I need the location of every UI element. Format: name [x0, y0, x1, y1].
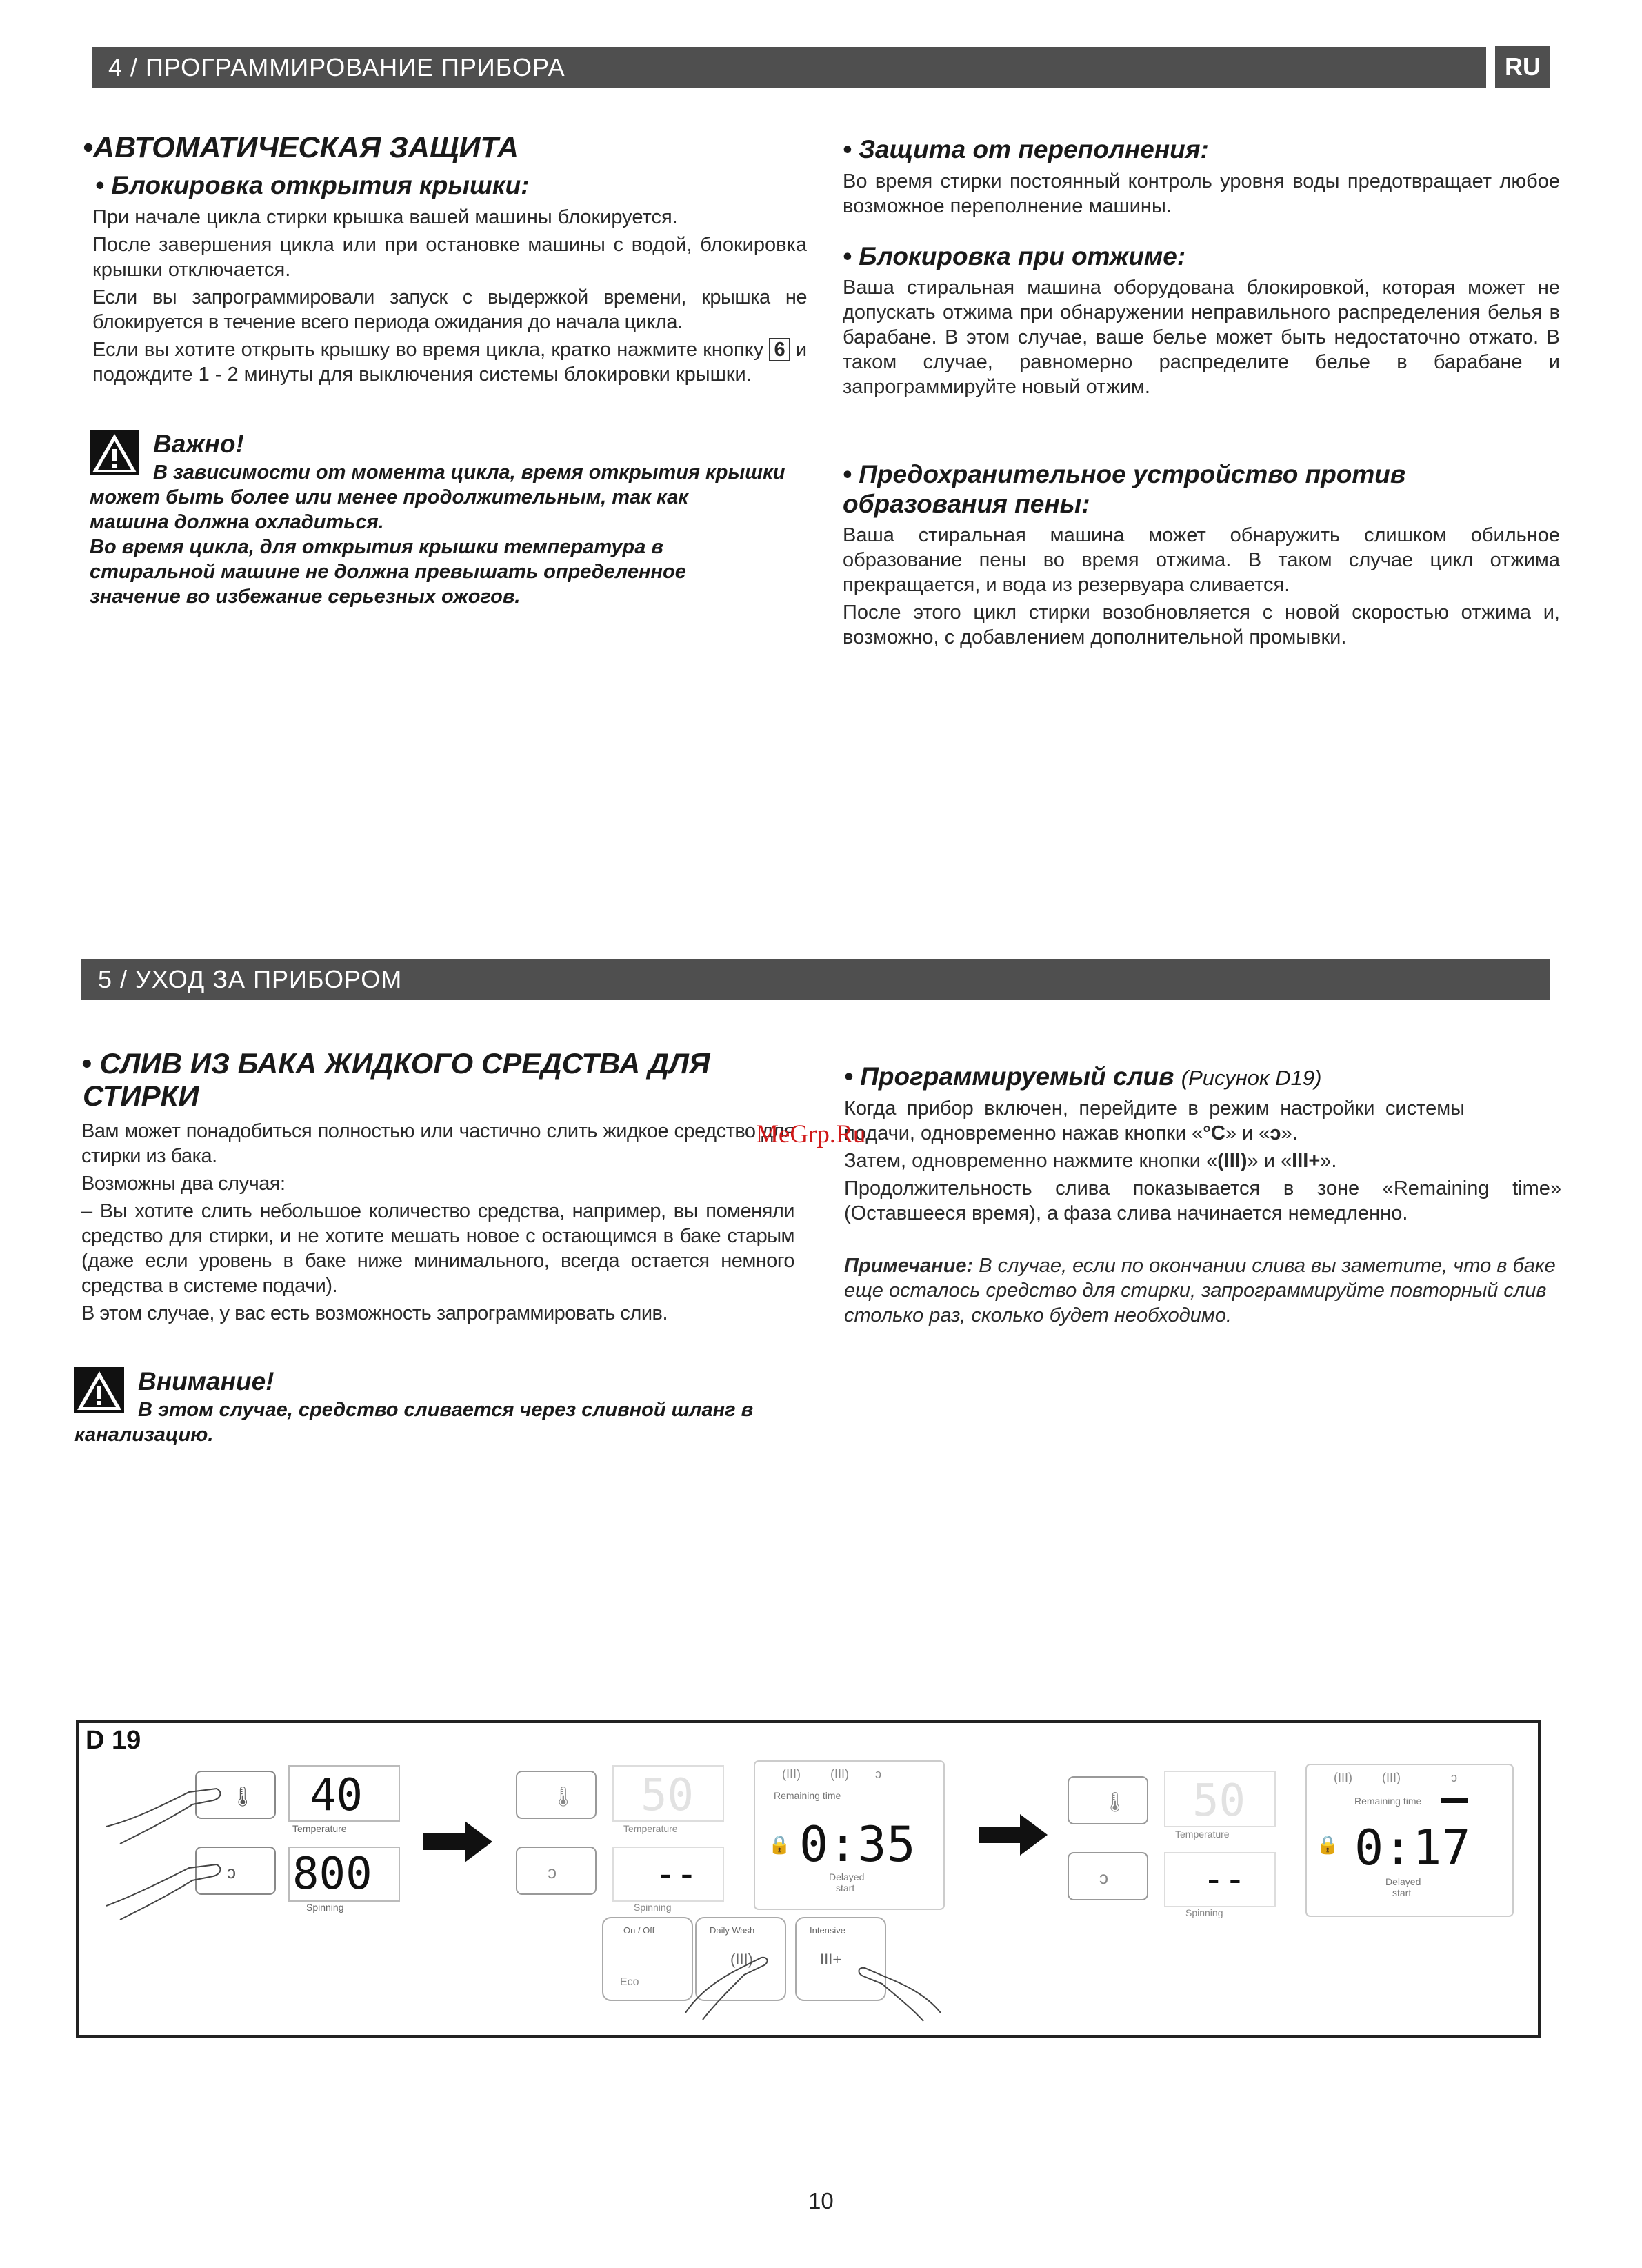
language-badge [1495, 46, 1550, 88]
important-line-5: стиральной машине не должна превышать определенное [90, 560, 686, 583]
prog-drain-p2-end: ». [1320, 1149, 1337, 1172]
language-label: RU [1505, 52, 1541, 81]
prog-drain-p2-text: Затем, одновременно нажмите кнопки « [844, 1149, 1218, 1172]
spin-lock-text: Ваша стиральная машина оборудована блокировкой, которая может не допускать отжима при обнаружении неправильного распределения белья в барабане. В этом случае, ваше белье может быть недостаточно отжато. В таком случае, равномерно распределите белье в барабане и запрограммируйте новый отжим. [843, 277, 1560, 399]
panel2-spin-value: -- [654, 1853, 698, 1895]
remaining-indicator [1441, 1798, 1468, 1803]
lid-lock-p4-end: и подождите 1 - 2 минуты для выключения системы блокировки крышки. [92, 338, 808, 386]
prog-drain-p1-text: Когда прибор включен, перейдите в режим настройки системы подачи, одновременно нажав кнопки « [844, 1097, 1465, 1144]
sec5-right-column [844, 1062, 1561, 1328]
panel-1 [106, 1766, 399, 1920]
panel3-temp-value: 50 [1192, 1775, 1246, 1827]
arrow-icon [423, 1821, 492, 1862]
programmable-drain-heading [844, 1062, 1561, 1092]
sec4-left-column [83, 131, 807, 609]
on-off-label: On / Off [623, 1925, 655, 1936]
overflow-text: Во время стирки постоянный контроль уровня воды предотвращает любое возможное переполнение машины. [843, 170, 1560, 217]
drain-p4: В этом случае, у вас есть возможность запрограммировать слив. [81, 1302, 668, 1325]
daily-wash-icon: (III) [1217, 1149, 1248, 1172]
figure-drawing [79, 1723, 1538, 2035]
overflow-heading: • Защита от переполнения: [843, 135, 1209, 163]
warning-icon [90, 430, 139, 475]
attention-warning [74, 1367, 794, 1447]
lid-lock-heading: • Блокировка открытия крышки: [95, 171, 530, 200]
lock-icon: 🔒 [768, 1834, 791, 1855]
hand-icon [106, 1864, 220, 1920]
drain-heading: • СЛИВ ИЗ БАКА ЖИДКОГО СРЕДСТВА ДЛЯ СТИРКИ [81, 1047, 710, 1113]
panel2-remaining-label: Remaining time [774, 1790, 841, 1801]
panel1-temp-label: Temperature [292, 1823, 347, 1834]
panel3-delayed-label-2: start [1392, 1887, 1412, 1898]
attention-line-1: В этом случае, средство сливается через сливной шланг в [138, 1399, 754, 1422]
hand-icon [859, 1968, 941, 2021]
spin-symbol-icon: ↄ [1099, 1867, 1108, 1888]
lid-lock-p2: После завершения цикла или при остановке машины с водой, блокировка крышки отключается. [92, 233, 807, 281]
lid-lock-p3: Если вы запрограммировали запуск с выдержкой времени, крышка не блокируется в течение всего периода ожидания до начала цикла. [92, 286, 807, 333]
panel-2 [517, 1761, 944, 2021]
foam-text-1: Ваша стиральная машина может обнаружить слишком обильное образование пены во время отжима. В таком случае цикл отжима прекращается, и вода из резервуара сливается. [843, 524, 1560, 597]
panel3-time-value: 0:17 [1354, 1820, 1471, 1876]
thermometer-icon: 🌡 [230, 1786, 255, 1807]
spin-symbol-icon: ↄ [548, 1862, 557, 1882]
page-number: 10 [808, 2188, 834, 2214]
thermometer-icon: 🌡 [1103, 1791, 1128, 1813]
lid-lock-p4-start: Если вы хотите открыть крышку во время цикла, кратко нажмите кнопку [92, 338, 764, 361]
prog-drain-p1-end: ». [1281, 1122, 1298, 1144]
panel1-spin-label: Spinning [306, 1902, 344, 1913]
spin-lock-heading: • Блокировка при отжиме: [843, 241, 1186, 270]
daily-wash-label: Daily Wash [710, 1925, 755, 1936]
important-line-1: В зависимости от момента цикла, время открытия крышки [153, 461, 785, 484]
panel3-delayed-label-1: Delayed [1385, 1876, 1421, 1887]
intensive-icon: III+ [1292, 1149, 1321, 1172]
foam-heading: • Предохранительное устройство против образования пены: [843, 460, 1406, 518]
daily-wash-icon: (III) [730, 1951, 753, 1968]
important-title: Важно! [153, 429, 244, 458]
daily-wash-icon: (III) [1334, 1771, 1352, 1784]
section-5-header [81, 959, 1550, 1000]
important-line-2: может быть более или менее продолжительным, так как [90, 486, 688, 508]
prog-drain-p3: Продолжительность слива показывается в зоне «Remaining time» (Оставшееся время), а фаза слива начинается немедленно. [844, 1177, 1561, 1224]
hand-icon [685, 1958, 768, 2020]
thermometer-icon: 🌡 [551, 1786, 576, 1807]
panel2-delayed-label-2: start [836, 1882, 855, 1893]
drain-p1: Вам может понадобиться полностью или частично слить жидкое средство для стирки из бака. [81, 1120, 794, 1168]
section-4-title: 4 / ПРОГРАММИРОВАНИЕ ПРИБОРА [108, 53, 565, 81]
spin-icon: ↄ [1270, 1122, 1281, 1144]
watermark: MeGrp.Ru [756, 1120, 866, 1148]
daily-wash-icon: (III) [782, 1767, 801, 1781]
panel3-spin-value: -- [1203, 1859, 1246, 1900]
spin-symbol-icon: ↄ [227, 1862, 236, 1882]
panel1-temp-value: 40 [310, 1770, 363, 1821]
prog-drain-p1 [844, 1096, 1465, 1146]
drain-p2: Возможны два случая: [81, 1173, 286, 1195]
section-4-header [92, 47, 1486, 88]
important-line-3: машина должна охладиться. [90, 510, 384, 533]
panel3-spin-label: Spinning [1185, 1907, 1223, 1918]
figure-reference: (Рисунок D19) [1181, 1066, 1322, 1090]
intensive-icon: (III) [830, 1767, 849, 1781]
drain-p3: – Вы хотите слить небольшое количество средства, например, вы поменяли средство для стирки, и не хотите мешать новое с остающимся в баке старым (даже если уровень в баке ниже минимального, всегда остается немного средства в системе подачи). [81, 1200, 794, 1297]
panel3-temp-label: Temperature [1175, 1829, 1230, 1840]
lid-lock-p1: При начале цикла стирки крышка вашей машины блокируется. [92, 206, 678, 228]
panel2-delayed-label-1: Delayed [829, 1871, 865, 1882]
panel3-remaining-label: Remaining time [1354, 1796, 1422, 1807]
panel-3 [1068, 1764, 1513, 1918]
prog-drain-note [844, 1253, 1561, 1328]
key-6-label: 6 [769, 338, 790, 361]
programmable-drain-title: • Программируемый слив [844, 1062, 1174, 1091]
important-line-6: значение во избежание серьезных ожогов. [90, 585, 521, 608]
intensive-icon: III+ [820, 1951, 842, 1968]
prog-drain-p1-mid: » и « [1225, 1122, 1270, 1144]
lid-lock-p4 [92, 337, 807, 387]
section-5-title: 5 / УХОД ЗА ПРИБОРОМ [98, 965, 403, 993]
intensive-icon: (III) [1382, 1771, 1401, 1784]
eco-label: Eco [620, 1976, 639, 1988]
prog-drain-p2-mid: » и « [1247, 1149, 1292, 1172]
panel2-temp-value: 50 [641, 1770, 694, 1821]
warning-icon [74, 1367, 124, 1413]
panel2-spin-label: Spinning [634, 1902, 672, 1913]
important-warning [90, 430, 807, 609]
auto-protection-heading: •АВТОМАТИЧЕСКАЯ ЗАЩИТА [83, 131, 519, 164]
figure-label: D 19 [86, 1726, 141, 1755]
sec4-right-column [843, 135, 1560, 653]
hand-icon [106, 1789, 220, 1844]
important-line-4: Во время цикла, для открытия крышки температура в [90, 535, 663, 558]
temperature-icon: °C [1203, 1122, 1225, 1144]
intensive-label: Intensive [810, 1925, 846, 1936]
prog-drain-p2 [844, 1148, 1561, 1173]
panel1-spin-value: 800 [292, 1849, 372, 1900]
note-label: Примечание: [844, 1254, 974, 1277]
foam-text-2: После этого цикл стирки возобновляется с новой скоростью отжима и, возможно, с добавлением дополнительной промывки. [843, 601, 1560, 649]
attention-line-2: канализацию. [74, 1424, 214, 1446]
figure-d19 [76, 1720, 1541, 2038]
note-text: В случае, если по окончании слива вы заметите, что в баке еще осталось средство для стирки, запрограммируйте повторный слив столько раз, сколько будет необходимо. [844, 1254, 1556, 1326]
sec5-left-column [63, 1047, 794, 1447]
spin-symbol-icon: ↄ [875, 1767, 881, 1781]
panel2-time-value: 0:35 [799, 1816, 916, 1873]
attention-title: Внимание! [138, 1367, 274, 1396]
lock-icon: 🔒 [1316, 1834, 1339, 1855]
panel2-temp-label: Temperature [623, 1823, 678, 1834]
arrow-icon [979, 1814, 1048, 1856]
spin-symbol-icon: ↄ [1451, 1771, 1457, 1784]
